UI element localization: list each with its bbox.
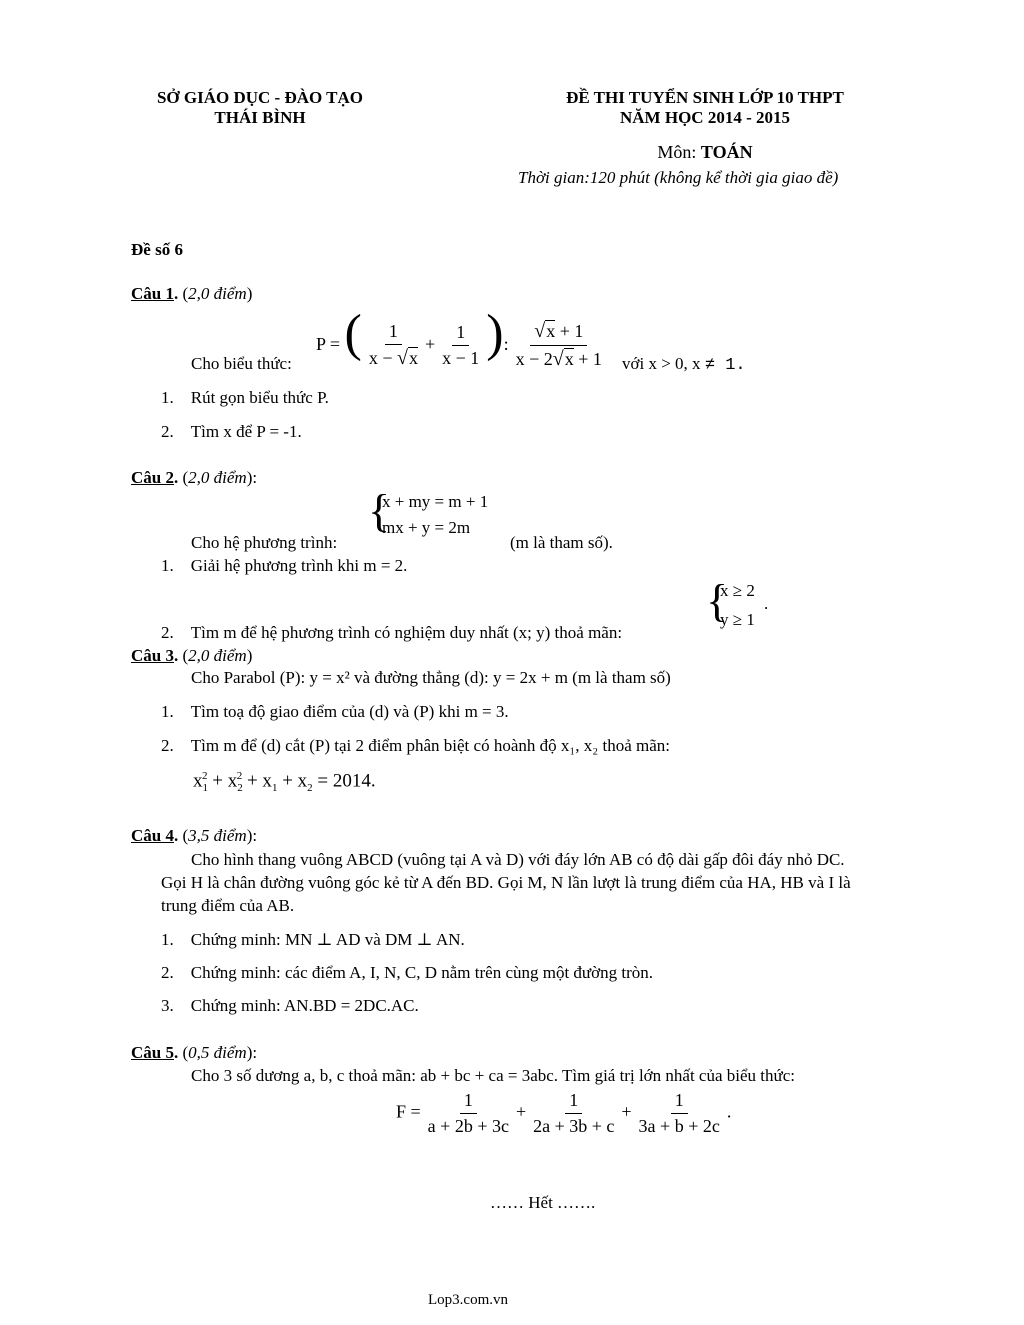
q2-item-2: 2. Tìm m để hệ phương trình có nghiệm duy nhất (x; y) thoả mãn: [161,623,623,642]
q3-formula: $x_1^2 + x_2^2 + x_1 + x_2 = 2014$. [193,770,376,795]
q1-condition: với x > 0, x ≠ 1. [622,354,746,375]
q4-para-line-1: Cho hình thang vuông ABCD (vuông tại A và D) với đáy lớn AB có độ dài gấp đôi đáy nhỏ DC. [191,850,845,869]
q1-item-1: 1. Rút gọn biểu thức P. [161,388,329,407]
q2-heading: Câu 2. (2,0 điểm): [131,468,258,487]
q1-heading: Câu 1. (2,0 điểm) [131,284,253,303]
q1-lead: Cho biểu thức: [191,354,292,373]
q5-formula: F = $\frac{1}{a + 2b + 3c}$ + $\frac{1}{2a + 3b + c}$ + $\frac{1}{3a + b + 2c}$ . [396,1090,732,1136]
q4-para-line-2: Gọi H là chân đường vuông góc kẻ từ A đến BD. Gọi M, N lần lượt là trung điểm của HA, HB và I là [161,873,851,892]
q4-item-2: 2. Chứng minh: các điểm A, I, N, C, D nằm trên cùng một đường tròn. [161,963,654,982]
q4-para-line-3: trung điểm của AB. [161,896,295,915]
end-marker: …… Hết ……. [490,1193,596,1212]
q4-item-1: 1. Chứng minh: MN ⊥ AD và DM ⊥ AN. [161,930,465,949]
q2-lead: Cho hệ phương trình: [191,533,338,552]
q2-item-1: 1. Giải hệ phương trình khi m = 2. [161,556,408,575]
q2-note: (m là tham số). [510,533,613,552]
department-name: SỞ GIÁO DỤC - ĐÀO TẠO THÁI BÌNH [156,88,364,127]
footer-site: Lop3.com.vn [428,1292,508,1308]
q3-lead: Cho Parabol (P): y = x² và đường thẳng (d): y = 2x + m (m là tham số) [191,668,671,687]
q3-item-1: 1. Tìm toạ độ giao điểm của (d) và (P) khi m = 3. [161,702,509,721]
q4-item-3: 3. Chứng minh: AN.BD = 2DC.AC. [161,996,419,1015]
q4-heading: Câu 4. (3,5 điểm): [131,826,258,845]
q5-lead: Cho 3 số dương a, b, c thoả mãn: ab + bc + ca = 3abc. Tìm giá trị lớn nhất của biểu thức: [191,1066,795,1085]
q1-item-2: 2. Tìm x để P = -1. [161,422,302,441]
q3-heading: Câu 3. (2,0 điểm) [131,646,253,665]
time-limit: Thời gian:120 phút (không kể thời gia giao đề) [518,168,839,187]
exam-title: ĐỀ THI TUYỂN SINH LỚP 10 THPT NĂM HỌC 2014 - 2015 [566,88,844,127]
subject-line: Môn: TOÁN [657,142,753,162]
q3-item-2: 2. Tìm m để (d) cắt (P) tại 2 điểm phân biệt có hoành độ x₁, x₂ thoả mãn: [161,736,670,755]
q5-heading: Câu 5. (0,5 điểm): [131,1043,258,1062]
exam-number: Đề số 6 [131,240,183,259]
q1-formula: P = ( $\frac{1}{x - √x}$ + $\frac{1}{x - 1}$ ): $\frac{√x + 1}{x - 2√x + 1}$ [316,305,602,371]
